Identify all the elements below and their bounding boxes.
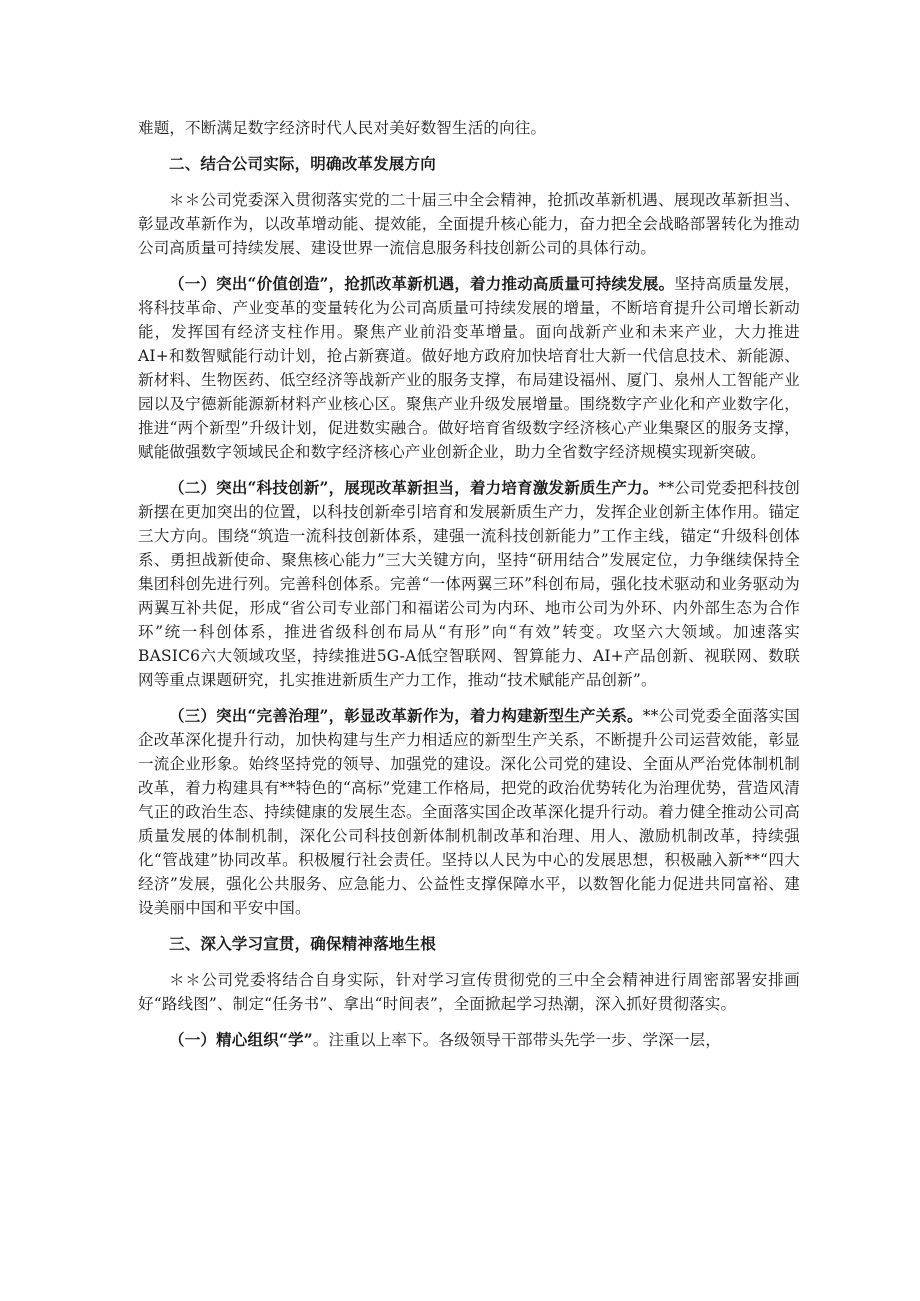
paragraph-intro-3: ＊＊公司党委将结合自身实际，针对学习宣传贯彻党的三中全会精神进行周密部署安排画好“路线图”、制定“任务书”、拿出“时间表”，全面掀起学习热潮，深入抓好贯彻落实。	[138, 971, 800, 1013]
subsection-tech-innovation	[138, 476, 800, 692]
subsection-body: **公司党委把科技创新摆在更加突出的位置，以科技创新牵引培育和发展新质生产力，发挥企业创新主体作用。锚定三大方向。围绕“筑造一流科技创新体系，建强一流科技创新能力”工作主线，锚定“升级科创体系、勇担战新使命、聚焦核心能力”三大关键方向，坚持“研用结合”发展定位，力争继续保持全集团科创先进行列。完善科创体系。完善“一体两翼三环”科创布局，强化技术驱动和业务驱动为两翼互补共促，形成“省公司专业部门和福诺公司为内环、地市公司为外环、内外部生态为合作环”统一科创体系，推进省级科创布局从“有形”向“有效”转变。攻坚六大领域。加速落实BASIC6六大领域攻坚，持续推进5G-A低空智联网、智算能力、AI+产品创新、视联网、数联网等重点课题研究，扎实推进新质生产力工作，推动“技术赋能产品创新”。	[138, 479, 800, 689]
subsection-body: 。注重以上率下。各级领导干部带头先学一步、学深一层，	[312, 1031, 722, 1049]
subsection-heading: （二）突出“科技创新”，展现改革新担当，着力培育激发新质生产力。	[169, 478, 659, 497]
subsection-body: 坚持高质量发展，将科技革命、产业变革的变量转化为公司高质量可持续发展的增量，不断培育提升公司增长新动能，发挥国有经济支柱作用。聚焦产业前沿变革增量。面向战新产业和未来产业，大力推进AI+和数智赋能行动计划，抢占新赛道。做好地方政府加快培育壮大新一代信息技术、新能源、新材料、生物医药、低空经济等战新产业的服务支撑，布局建设福州、厦门、泉州人工智能产业园以及宁德新能源新材料产业核心区。聚焦产业升级发展增量。围绕数字产业化和产业数字化，推进“两个新型”升级计划，促进数实融合。做好培育省级数字经济核心产业集聚区的服务支撑，赋能做强数字领域民企和数字经济核心产业创新企业，助力全省数字经济规模实现新突破。	[138, 275, 800, 461]
subsection-value-creation	[138, 272, 800, 464]
subsection-heading: （一）精心组织“学”	[169, 1030, 313, 1049]
paragraph-intro-2: ＊＊公司党委深入贯彻落实党的二十届三中全会精神，抢抓改革新机遇、展现改革新担当、彰显改革新作为，以改革增动能、提效能，全面提升核心能力，奋力把全会战略部署转化为推动公司高质量可持续发展、建设世界一流信息服务科技创新公司的具体行动。	[138, 191, 800, 257]
subsection-body: **公司党委全面落实国企改革深化提升行动，加快构建与生产力相适应的新型生产关系，不断提升公司运营效能，彰显一流企业形象。始终坚持党的领导、加强党的建设。深化公司党的建设、全面从严治党体制机制改革，着力构建具有**特色的“高标”党建工作格局，把党的政治优势转化为治理优势，营造风清气正的政治生态、持续健康的发展生态。全面落实国企改革深化提升行动。着力健全推动公司高质量发展的体制机制，深化公司科技创新体制机制改革和治理、用人、激励机制改革，持续强化“管战建”协同改革。积极履行社会责任。坚持以人民为中心的发展思想，积极融入新**“四大经济”发展，强化公共服务、应急能力、公益性支撑保障水平，以数智化能力促进共同富裕、建设美丽中国和平安中国。	[138, 707, 800, 917]
section-heading-3: 三、深入学习宣贯，确保精神落地生根	[169, 934, 436, 953]
document-body	[138, 116, 800, 1052]
subsection-heading: （一）突出“价值创造”，抢抓改革新机遇，着力推动高质量可持续发展。	[169, 274, 675, 293]
subsection-study	[138, 1028, 800, 1052]
section-heading-2: 二、结合公司实际，明确改革发展方向	[169, 154, 436, 173]
paragraph-continued: 难题，不断满足数字经济时代人民对美好数智生活的向往。	[138, 119, 547, 137]
subsection-heading: （三）突出“完善治理”，彰显改革新作为，着力构建新型生产关系。	[169, 706, 643, 725]
subsection-governance	[138, 704, 800, 920]
